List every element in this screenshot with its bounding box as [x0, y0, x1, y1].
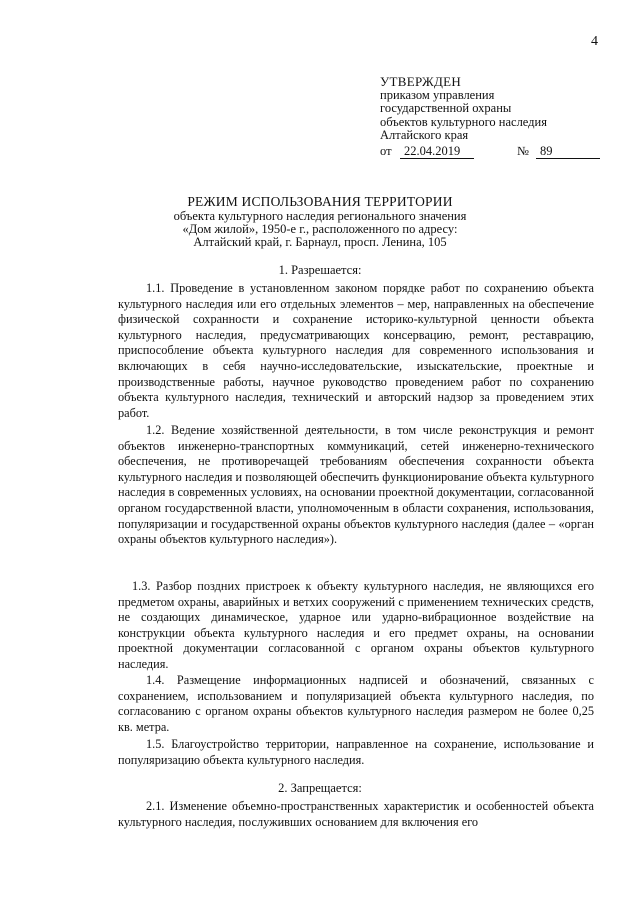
approval-date-line [380, 145, 620, 161]
approval-number: 89 [536, 145, 600, 160]
approval-date: 22.04.2019 [400, 145, 474, 160]
approval-line: объектов культурного наследия [380, 114, 547, 129]
section-1-body [118, 281, 594, 769]
heading-subline: объекта культурного наследия регионального значения [173, 209, 467, 223]
approval-line: государственной охраны [380, 101, 512, 115]
section-2-title: 2. Запрещается: [278, 781, 362, 795]
approval-title: УТВЕРЖДЕН [380, 74, 462, 89]
paragraph-1-5: 1.5. Благоустройство территории, направленное на сохранение, использование и популяризацию объекта культурного наследия. [118, 737, 594, 767]
date-prefix: от [380, 143, 392, 158]
approval-stamp [380, 75, 620, 161]
section-2-body [118, 799, 594, 830]
paragraph-1-4: 1.4. Размещение информационных надписей и обозначений, связанных с сохранением, использованием и популяризацией объекта культурного наследия, по согласованию с органом охраны объектов культурного наследия размером не более 0,25 кв. метра. [118, 673, 594, 734]
page-number: 4 [591, 34, 598, 49]
heading-subline: «Дом жилой», 1950-е г., расположенного по адресу: [182, 222, 458, 236]
paragraph-1-3: 1.3. Разбор поздних пристроек к объекту культурного наследия, не являющихся его предметом охраны, аварийных и ветхих сооружений с применением технических средств, не создающих динамическое, ударное или ударно-вибрационное воздействие на конструкции объекта культурного наследия и его предмет охраны, на основании проектной документации согласованной с органом охраны объектов культурного наследия. [118, 579, 594, 671]
section-1-title: 1. Разрешается: [278, 263, 362, 277]
paragraph-2-1: 2.1. Изменение объемно-пространственных характеристик и особенностей объекта культурного наследия, послуживших основанием для включения его [118, 799, 594, 829]
paragraph-1-2: 1.2. Ведение хозяйственной деятельности, в том числе реконструкция и ремонт объектов инженерно-транспортных коммуникаций, сетей инженерно-технического обеспечения, не противоречащей требованиям обеспечения сохранности объекта культурного наследия и позволяющей обеспечить функционирование объекта культурного наследия в современных условиях, на основании проектной документации, согласованной органом государственной власти, уполномоченным в области сохранения, использования, популяризации и государственной охраны объектов культурного наследия (далее – «орган охраны объектов культурного наследия»). [118, 423, 594, 547]
approval-line: Алтайского края [380, 128, 469, 142]
approval-line: приказом управления [380, 87, 495, 102]
heading-subline: Алтайский край, г. Барнаул, просп. Ленина, 105 [193, 235, 447, 249]
document-title: РЕЖИМ ИСПОЛЬЗОВАНИЯ ТЕРРИТОРИИ [187, 194, 453, 209]
document-heading [0, 194, 640, 249]
paragraph-1-1: 1.1. Проведение в установленном законом порядке работ по сохранению объекта культурного наследия или его отдельных элементов – мер, направленных на обеспечение физической сохранности и сохранение историко-культурной ценности объекта культурного наследия, предусматривающих консервацию, ремонт, реставрацию, приспособление объекта культурного наследия для современного использования и включающих в себя научно-исследовательские, изыскательские, проектные и производственные работы, научное руководство проведением работ по сохранению объекта культурного наследия, технический и авторский надзор за проведением этих работ. [118, 281, 594, 420]
number-prefix: № [517, 143, 529, 158]
